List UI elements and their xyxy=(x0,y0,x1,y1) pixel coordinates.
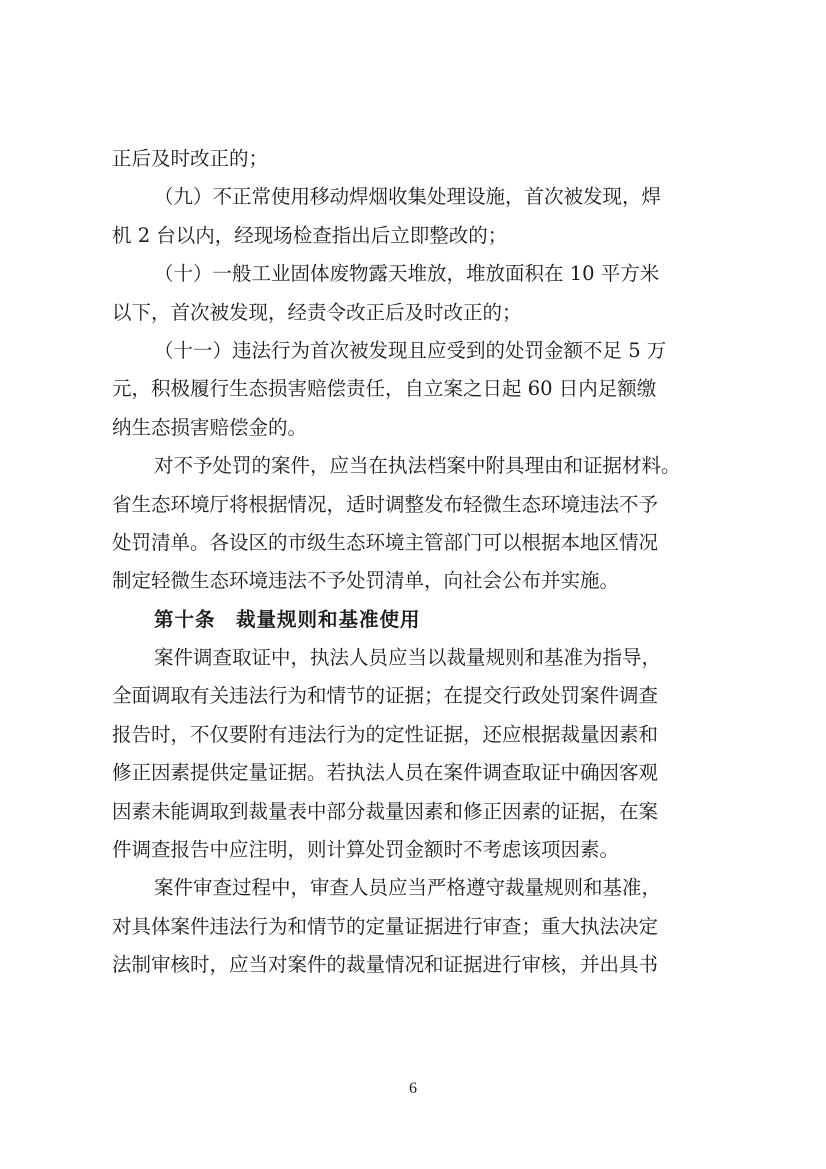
text-line: 省生态环境厅将根据情况，适时调整发布轻微生态环境违法不予 xyxy=(112,492,659,516)
text-line: 元，积极履行生态损害赔偿责任，自立案之日起 60 日内足额缴 xyxy=(112,377,657,401)
text-line: 对具体案件违法行为和情节的定量证据进行审查；重大执法决定 xyxy=(112,914,659,938)
text-line: 以下，首次被发现，经责令改正后及时改正的； xyxy=(112,300,522,324)
text-line: （十一）违法行为首次被发现且应受到的处罚金额不足 5 万 xyxy=(154,338,667,362)
text-line: 报告时，不仅要附有违法行为的定性证据，还应根据裁量因素和 xyxy=(112,722,659,746)
body-text xyxy=(112,140,712,985)
text-line: （十）一般工业固体废物露天堆放，堆放面积在 10 平方米 xyxy=(154,262,660,286)
text-line: 纳生态损害赔偿金的。 xyxy=(112,415,308,439)
text-line: 正后及时改正的； xyxy=(112,147,269,170)
text-line: 制定轻微生态环境违法不予处罚清单，向社会公布并实施。 xyxy=(112,569,620,593)
text-line: 机 2 台以内，经现场检查指出后立即整改的； xyxy=(112,223,508,247)
text-line: 全面调取有关违法行为和情节的证据；在提交行政处罚案件调查 xyxy=(112,684,659,708)
text-line: 处罚清单。各设区的市级生态环境主管部门可以根据本地区情况 xyxy=(112,530,659,554)
text-line: 件调查报告中应注明，则计算处罚金额时不考虑该项因素。 xyxy=(112,838,620,862)
text-line: （九）不正常使用移动焊烟收集处理设施，首次被发现，焊 xyxy=(154,185,662,209)
text-line: 对不予处罚的案件，应当在执法档案中附具理由和证据材料。 xyxy=(154,454,681,478)
text-line: 因素未能调取到裁量表中部分裁量因素和修正因素的证据，在案 xyxy=(112,799,659,823)
text-line: 修正因素提供定量证据。若执法人员在案件调查取证中确因客观 xyxy=(112,761,659,785)
text-line: 案件审查过程中，审查人员应当严格遵守裁量规则和基准， xyxy=(154,876,662,900)
page-number: 6 xyxy=(409,1080,417,1097)
section-heading: 第十条 裁量规则和基准使用 xyxy=(154,607,421,631)
text-line: 法制审核时，应当对案件的裁量情况和证据进行审核，并出具书 xyxy=(112,953,659,977)
text-line: 案件调查取证中，执法人员应当以裁量规则和基准为指导， xyxy=(154,646,662,670)
